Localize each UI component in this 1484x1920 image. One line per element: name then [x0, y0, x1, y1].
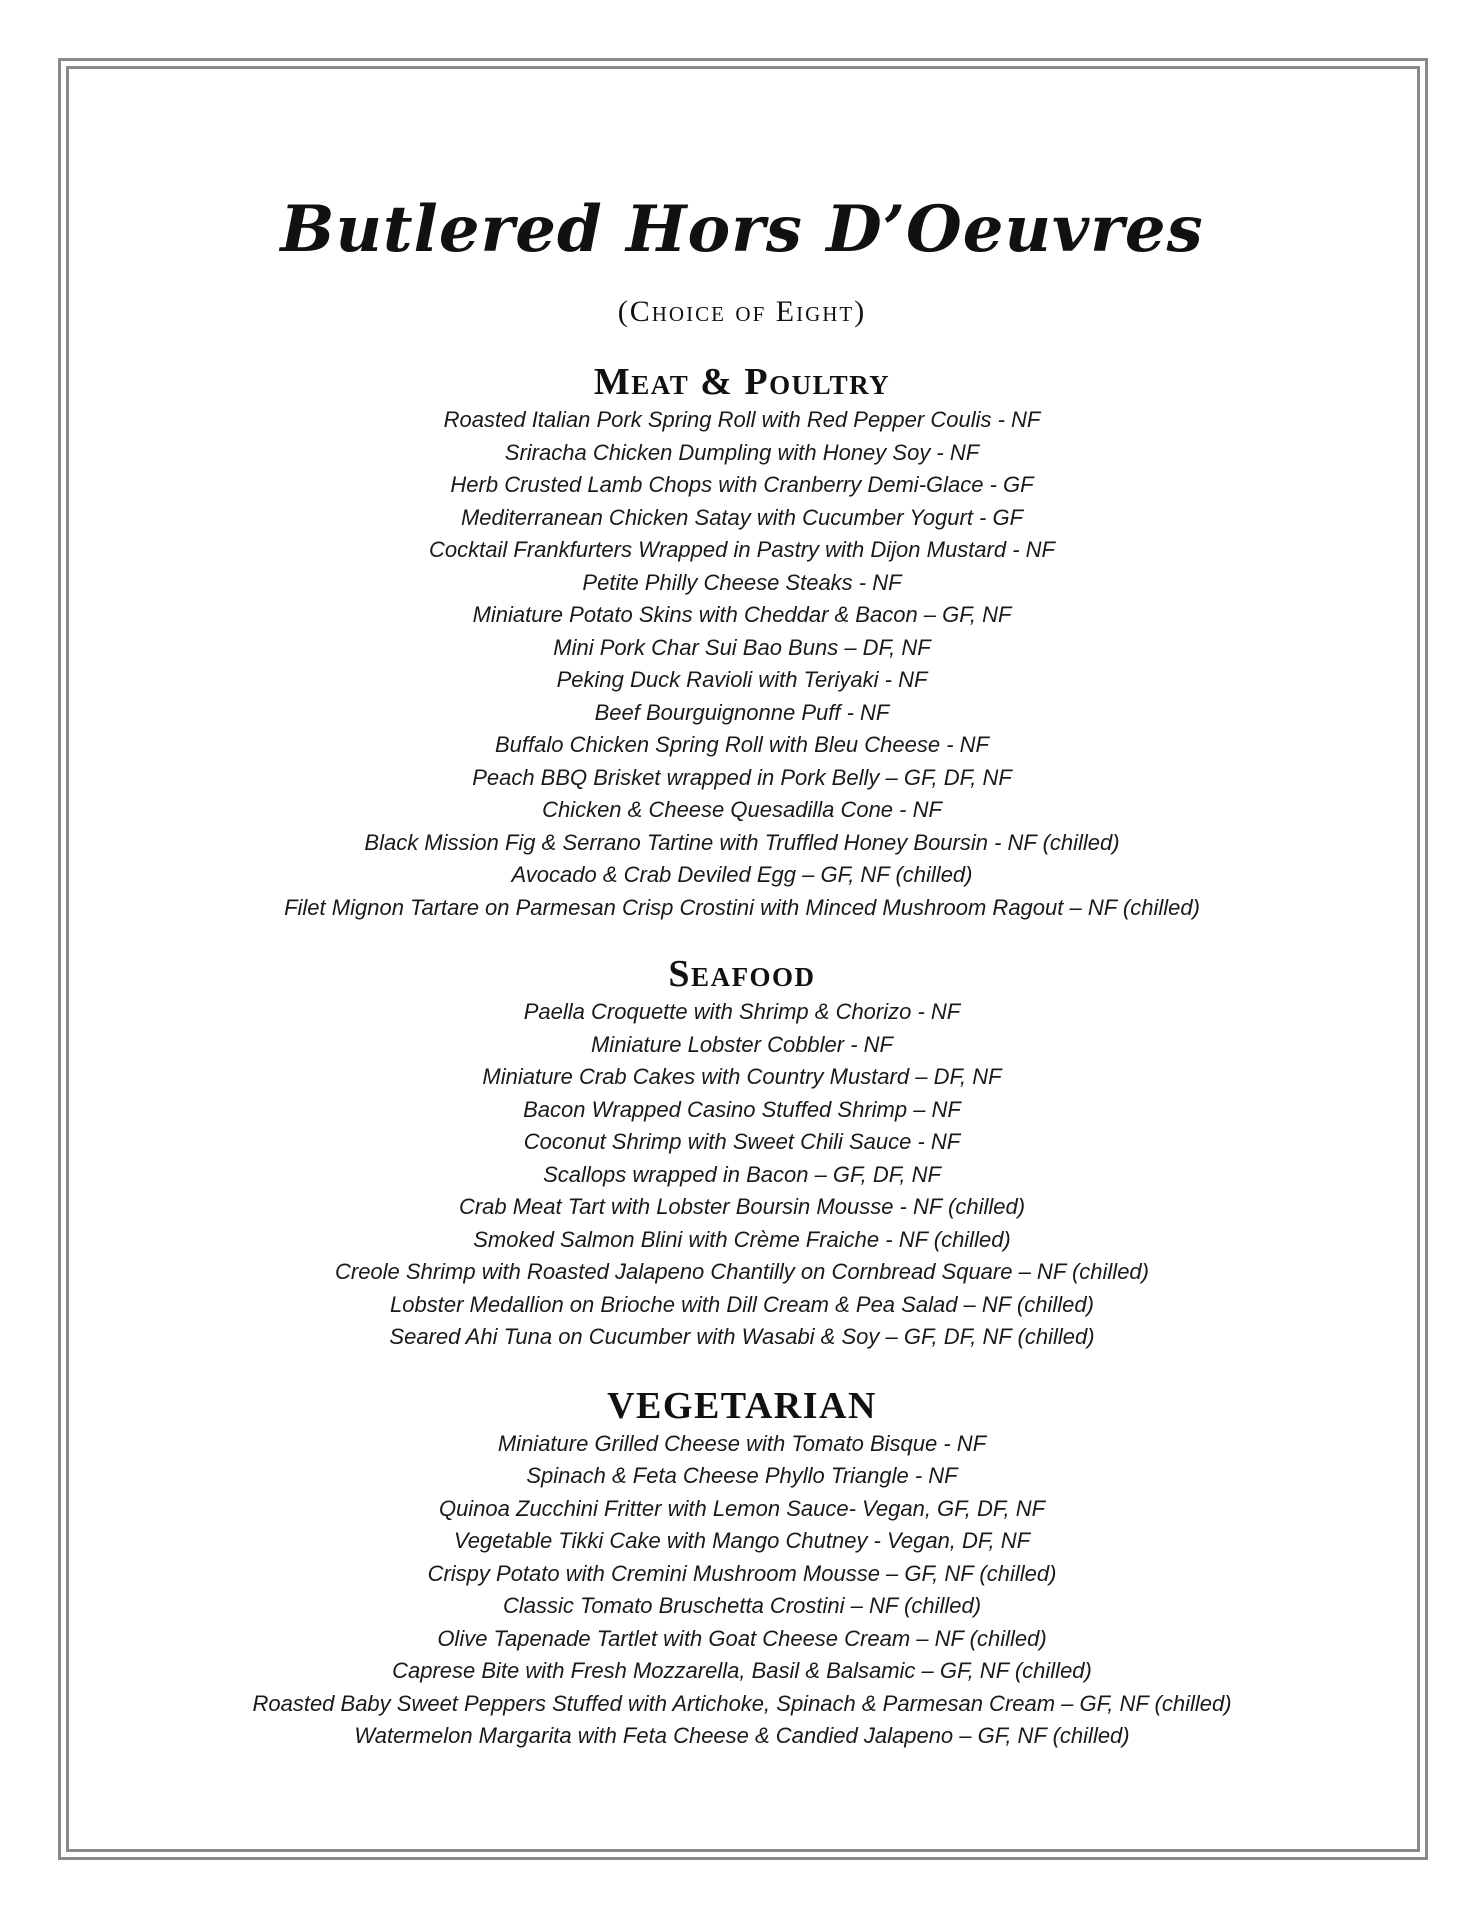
- menu-item: Vegetable Tikki Cake with Mango Chutney - Vegan, DF, NF: [453, 1528, 1031, 1553]
- menu-item: Miniature Grilled Cheese with Tomato Bisque - NF: [497, 1430, 987, 1456]
- vegetarian-list: [80, 1428, 1404, 1753]
- menu-item: Beef Bourguignonne Puff - NF: [594, 699, 890, 725]
- menu-item: Spinach & Feta Cheese Phyllo Triangle - NF: [526, 1463, 958, 1488]
- section-vegetarian: [80, 1384, 1404, 1753]
- menu-title: Butlered Hors D’Oeuvres: [280, 192, 1204, 267]
- menu-item: Quinoa Zucchini Fritter with Lemon Sauce- Vegan, GF, DF, NF: [438, 1495, 1046, 1521]
- menu-item: Crab Meat Tart with Lobster Boursin Mousse - NF (chilled): [458, 1194, 1026, 1219]
- menu-item: Peking Duck Ravioli with Teriyaki - NF: [556, 667, 928, 692]
- section-seafood: [80, 952, 1404, 1354]
- menu-item: Miniature Crab Cakes with Country Mustard – DF, NF: [482, 1064, 1002, 1089]
- menu-item: Smoked Salmon Blini with Crème Fraiche - NF (chilled): [473, 1226, 1011, 1252]
- menu-item: Creole Shrimp with Roasted Jalapeno Chantilly on Cornbread Square – NF (chilled): [334, 1259, 1149, 1284]
- menu-item: Peach BBQ Brisket wrapped in Pork Belly – GF, DF, NF: [472, 764, 1012, 790]
- menu-item: Paella Croquette with Shrimp & Chorizo - NF: [523, 999, 961, 1024]
- menu-subtitle: (Choice of Eight): [617, 295, 867, 328]
- menu-item: Olive Tapenade Tartlet with Goat Cheese Cream – NF (chilled): [437, 1625, 1047, 1651]
- menu-item: Miniature Lobster Cobbler - NF: [590, 1031, 893, 1057]
- menu-item: Caprese Bite with Fresh Mozzarella, Basil & Balsamic – GF, NF (chilled): [392, 1658, 1092, 1683]
- menu-item: Watermelon Margarita with Feta Cheese & Candied Jalapeno – GF, NF (chilled): [354, 1723, 1130, 1748]
- menu-item: Lobster Medallion on Brioche with Dill Cream & Pea Salad – NF (chilled): [390, 1291, 1094, 1317]
- meat-poultry-list: [80, 404, 1404, 924]
- menu-item: Mediterranean Chicken Satay with Cucumber Yogurt - GF: [460, 504, 1024, 530]
- section-heading-seafood: Seafood: [668, 953, 816, 995]
- seafood-list: [80, 996, 1404, 1354]
- menu-item: Avocado & Crab Deviled Egg – GF, NF (chilled): [511, 862, 973, 887]
- menu-item: Buffalo Chicken Spring Roll with Bleu Cheese - NF: [494, 732, 989, 757]
- menu-item: Seared Ahi Tuna on Cucumber with Wasabi & Soy – GF, DF, NF (chilled): [389, 1324, 1095, 1349]
- menu-item: Chicken & Cheese Quesadilla Cone - NF: [542, 797, 942, 822]
- menu-item: Bacon Wrapped Casino Stuffed Shrimp – NF: [523, 1096, 961, 1122]
- menu-item: Coconut Shrimp with Sweet Chili Sauce - NF: [523, 1129, 961, 1154]
- menu-item: Filet Mignon Tartare on Parmesan Crisp Crostini with Minced Mushroom Ragout – NF (chilled): [284, 894, 1200, 920]
- section-heading-meat-poultry: Meat & Poultry: [593, 361, 891, 403]
- menu-item: Black Mission Fig & Serrano Tartine with Truffled Honey Boursin - NF (chilled): [364, 829, 1120, 855]
- menu-content: [80, 180, 1404, 1753]
- menu-item: Crispy Potato with Cremini Mushroom Mousse – GF, NF (chilled): [427, 1560, 1057, 1586]
- menu-item: Roasted Baby Sweet Peppers Stuffed with Artichoke, Spinach & Parmesan Cream – GF, NF (chilled): [252, 1690, 1232, 1716]
- section-meat-poultry: [80, 360, 1404, 924]
- menu-item: Herb Crusted Lamb Chops with Cranberry Demi-Glace - GF: [450, 472, 1034, 497]
- menu-item: Miniature Potato Skins with Cheddar & Bacon – GF, NF: [472, 602, 1012, 627]
- menu-item: Classic Tomato Bruschetta Crostini – NF (chilled): [502, 1593, 982, 1618]
- menu-item: Roasted Italian Pork Spring Roll with Red Pepper Coulis - NF: [443, 407, 1041, 432]
- menu-item: Sriracha Chicken Dumpling with Honey Soy - NF: [504, 439, 980, 465]
- menu-item: Petite Philly Cheese Steaks - NF: [582, 569, 902, 595]
- menu-item: Cocktail Frankfurters Wrapped in Pastry with Dijon Mustard - NF: [429, 537, 1055, 562]
- section-heading-vegetarian: VEGETARIAN: [607, 1384, 877, 1427]
- menu-item: Mini Pork Char Sui Bao Buns – DF, NF: [553, 634, 931, 660]
- menu-item: Scallops wrapped in Bacon – GF, DF, NF: [543, 1161, 941, 1187]
